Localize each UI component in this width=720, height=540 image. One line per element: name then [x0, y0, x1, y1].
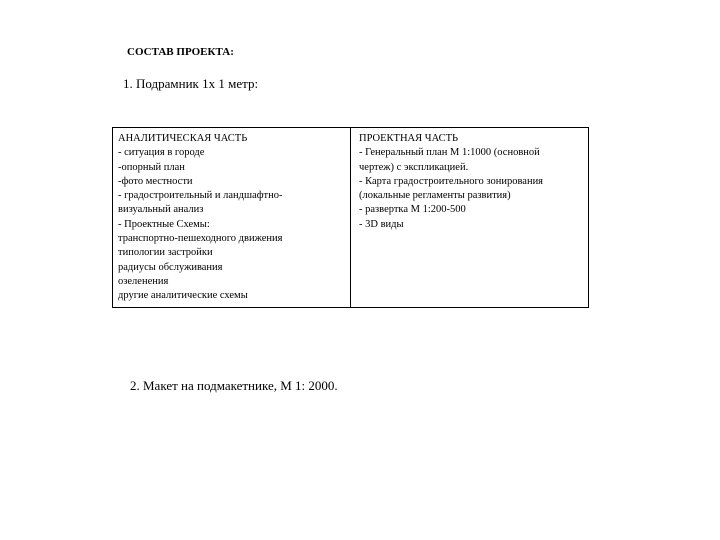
project-line: - развертка М 1:200-500: [359, 204, 466, 216]
list-item-model: 2. Макет на подмакетнике, М 1: 2000.: [130, 378, 338, 393]
project-line: - Генеральный план М 1:1000 (основной: [359, 147, 540, 159]
analytical-line: -фото местности: [118, 175, 193, 187]
analytical-line: - Проектные Схемы:: [118, 218, 210, 230]
analytical-line: озеленения: [118, 275, 169, 287]
analytical-line: типологии застройки: [118, 247, 213, 259]
analytical-line: визуальный анализ: [118, 204, 204, 216]
list-item-frame: 1. Подрамник 1х 1 метр:: [123, 76, 259, 91]
project-line: (локальные регламенты развития): [359, 190, 511, 202]
analytical-line: транспортно-пешеходного движения: [118, 233, 283, 245]
composition-table: [112, 127, 589, 308]
analytical-column-title: АНАЛИТИЧЕСКАЯ ЧАСТЬ: [118, 133, 248, 144]
analytical-line: другие аналитические схемы: [118, 290, 248, 302]
analytical-column: [113, 128, 351, 307]
document-heading: СОСТАВ ПРОЕКТА:: [127, 46, 234, 58]
analytical-line: - градостроительный и ландшафтно-: [118, 190, 283, 202]
project-line: - Карта градостроительного зонирования: [359, 175, 544, 187]
project-line: - 3D виды: [359, 218, 404, 230]
analytical-line: радиусы обслуживания: [118, 261, 223, 273]
project-line: чертеж) с экспликацией.: [359, 161, 469, 173]
analytical-line: -опорный план: [118, 161, 185, 173]
project-column: [351, 128, 588, 307]
analytical-line: - ситуация в городе: [118, 147, 205, 159]
project-column-title: ПРОЕКТНАЯ ЧАСТЬ: [359, 133, 459, 144]
